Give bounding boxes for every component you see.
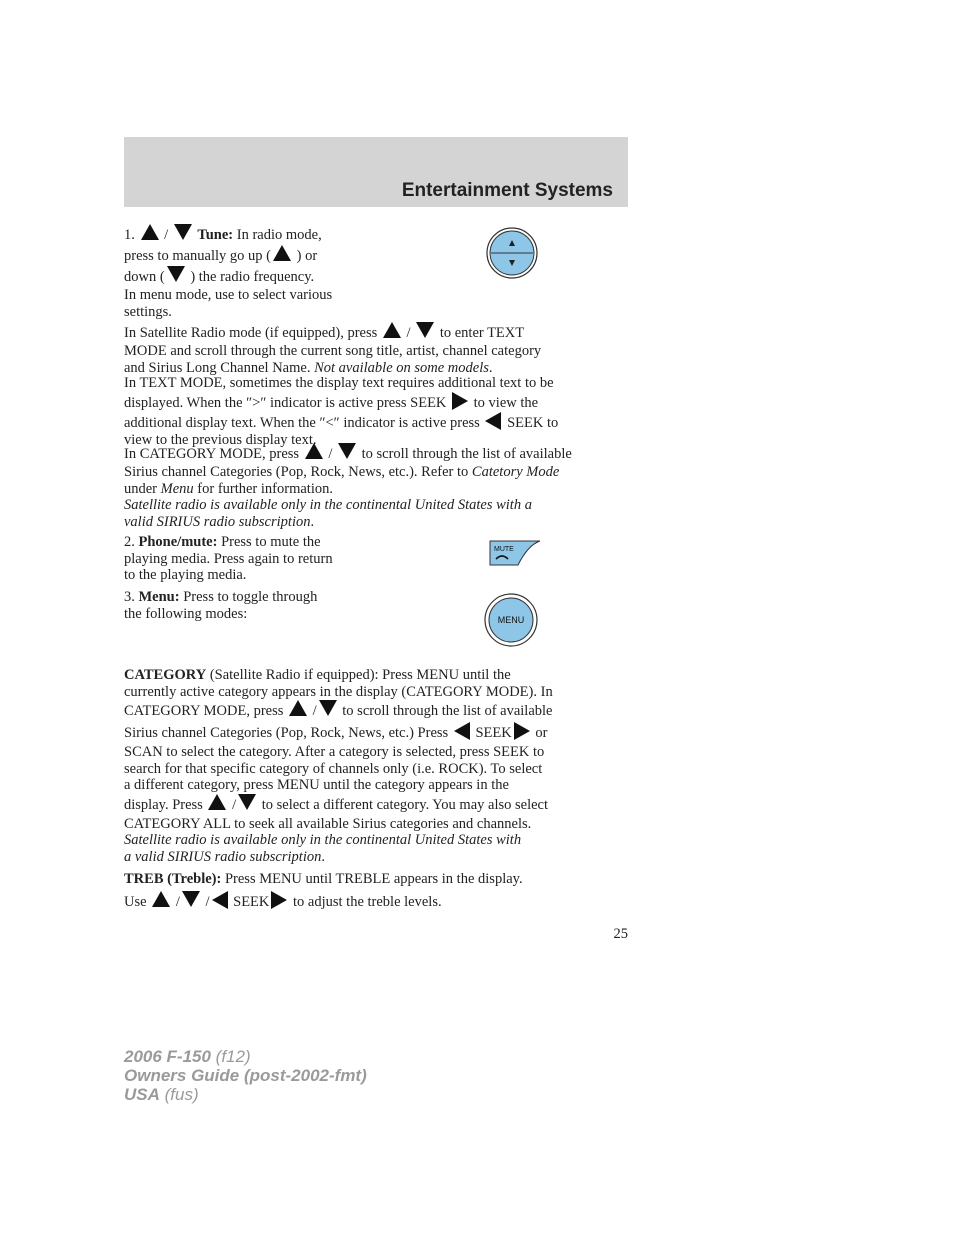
down-arrow-icon: [338, 443, 356, 459]
page-number: 25: [613, 926, 628, 942]
down-arrow-icon: [319, 700, 337, 716]
down-arrow-icon: [182, 891, 200, 907]
category-mode-paragraph: In CATEGORY MODE, press / to scroll through the list of available Sirius channel Categories (Pop, Rock, News, etc.). Refer to Catetory Mode under Menu for further information. Satellite radio is available only in the continental United States with a valid SIRIUS radio subscription.: [124, 443, 624, 530]
seek-right-icon: [452, 392, 468, 410]
mute-label: Phone/mute:: [138, 534, 218, 550]
up-arrow-icon: [141, 224, 159, 240]
section-header: [124, 137, 628, 207]
down-arrow-icon: [174, 224, 192, 240]
category-label: CATEGORY: [124, 667, 207, 683]
up-arrow-icon: [289, 700, 307, 716]
category-paragraph: CATEGORY (Satellite Radio if equipped): Press MENU until the currently active category appears in the display (CATEGORY MODE). In CATEGORY MODE, press / to scroll through the list of available Sirius channel Categories (Pop, Rock, News, etc.) Press SEEK or SCAN to select the category. After a category is selected, press SEEK to search for that specific category of channels only (i.e. ROCK). To select a different category, press MENU until the category appears in the display. Press / to select a different category. You may also select CATEGORY ALL to seek all available Sirius categories and channels. Satellite radio is available only in the continental United States with a valid SIRIUS radio subscription.: [124, 667, 553, 865]
menu-label: Menu:: [138, 589, 180, 605]
menu-button-icon: [484, 593, 538, 647]
svg-text:MENU: MENU: [497, 615, 525, 625]
text-mode-paragraph: In TEXT MODE, sometimes the display text requires additional text to be displayed. When the ″>″ indicator is active press SEEK to view the additional display text. When the ″<″ indicator is active press SEEK to view to the previous display text.: [124, 375, 559, 448]
section-title: Entertainment Systems: [401, 180, 613, 201]
document-footer: 2006 F-150 (f12) Owners Guide (post-2002-fmt) USA (fus): [124, 1047, 367, 1104]
down-arrow-icon: [167, 266, 185, 282]
treble-label: TREB (Treble):: [124, 871, 222, 887]
up-arrow-icon: [273, 245, 291, 261]
seek-right-icon: [514, 722, 530, 740]
treble-paragraph: TREB (Treble): Press MENU until TREBLE appears in the display. Use / / SEEK to adjust the treble levels.: [124, 871, 523, 910]
seek-left-icon: [212, 891, 228, 909]
up-arrow-icon: [208, 794, 226, 810]
up-arrow-icon: [383, 322, 401, 338]
tune-button-icon: [486, 227, 538, 279]
svg-text:MUTE: MUTE: [494, 546, 514, 553]
seek-left-icon: [485, 412, 501, 430]
down-arrow-icon: [416, 322, 434, 338]
up-arrow-icon: [305, 443, 323, 459]
menu-paragraph: 3. Menu: Press to toggle through the following modes:: [124, 589, 318, 622]
tune-paragraph: 1. / Tune: In radio mode, press to manually go up ( ) or down ( ) the radio frequency. In menu mode, use to select various settings.: [124, 224, 384, 320]
satellite-paragraph: In Satellite Radio mode (if equipped), press / to enter TEXT MODE and scroll through the current song title, artist, channel category and Sirius Long Channel Name. Not available on some models.: [124, 322, 624, 376]
tune-label: Tune:: [197, 227, 234, 243]
mute-paragraph: 2. Phone/mute: Press to mute the playing media. Press again to return to the playing media.: [124, 534, 333, 583]
mute-button-icon: [488, 537, 544, 567]
seek-left-icon: [454, 722, 470, 740]
seek-right-icon: [271, 891, 287, 909]
down-arrow-icon: [238, 794, 256, 810]
up-arrow-icon: [152, 891, 170, 907]
